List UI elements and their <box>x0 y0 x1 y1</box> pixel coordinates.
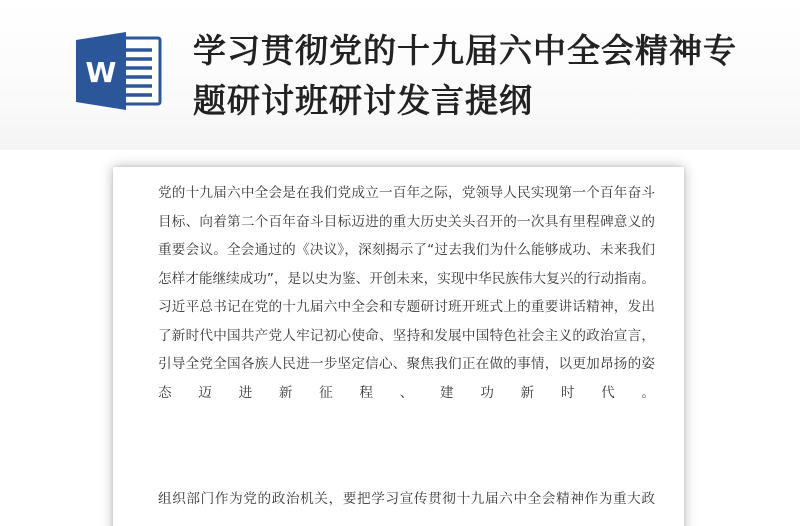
body-paragraph: 组织部门作为党的政治机关，要把学习宣传贯彻十九届六中全会精神作为重大政 <box>158 491 655 507</box>
header-banner <box>0 0 800 150</box>
document-title: 学习贯彻党的十九届六中全会精神专题研讨班研讨发言提纲 <box>193 31 737 120</box>
body-paragraph: 党的十九届六中全会是在我们党成立一百年之际，党领导人民实现第一个百年奋斗目标、向着第二个百年奋斗目标迈进的重大历史关头召开的一次具有里程碑意义的重要会议。全会通过的《决议》，深刻揭示了“过去我们为什么能够成功、未来我们怎样才能继续成功”，是以史为鉴、开创未来，实现中华民族伟大复兴的行动指南。习近平总书记在党的十九届六中全会和专题研讨班开班式上的重要讲话精神，发出了新时代中国共产党人牢记初心使命、坚持和发展中国特色社会主义的政治宣言，引导全党全国各族人民进一步坚定信心、聚焦我们正在做的事情，以更加昂扬的姿态迈进新征程、建功新时代。 <box>158 185 655 401</box>
document-page <box>113 167 684 526</box>
microsoft-word-icon <box>76 30 164 112</box>
word-icon-letter: W <box>85 56 117 89</box>
